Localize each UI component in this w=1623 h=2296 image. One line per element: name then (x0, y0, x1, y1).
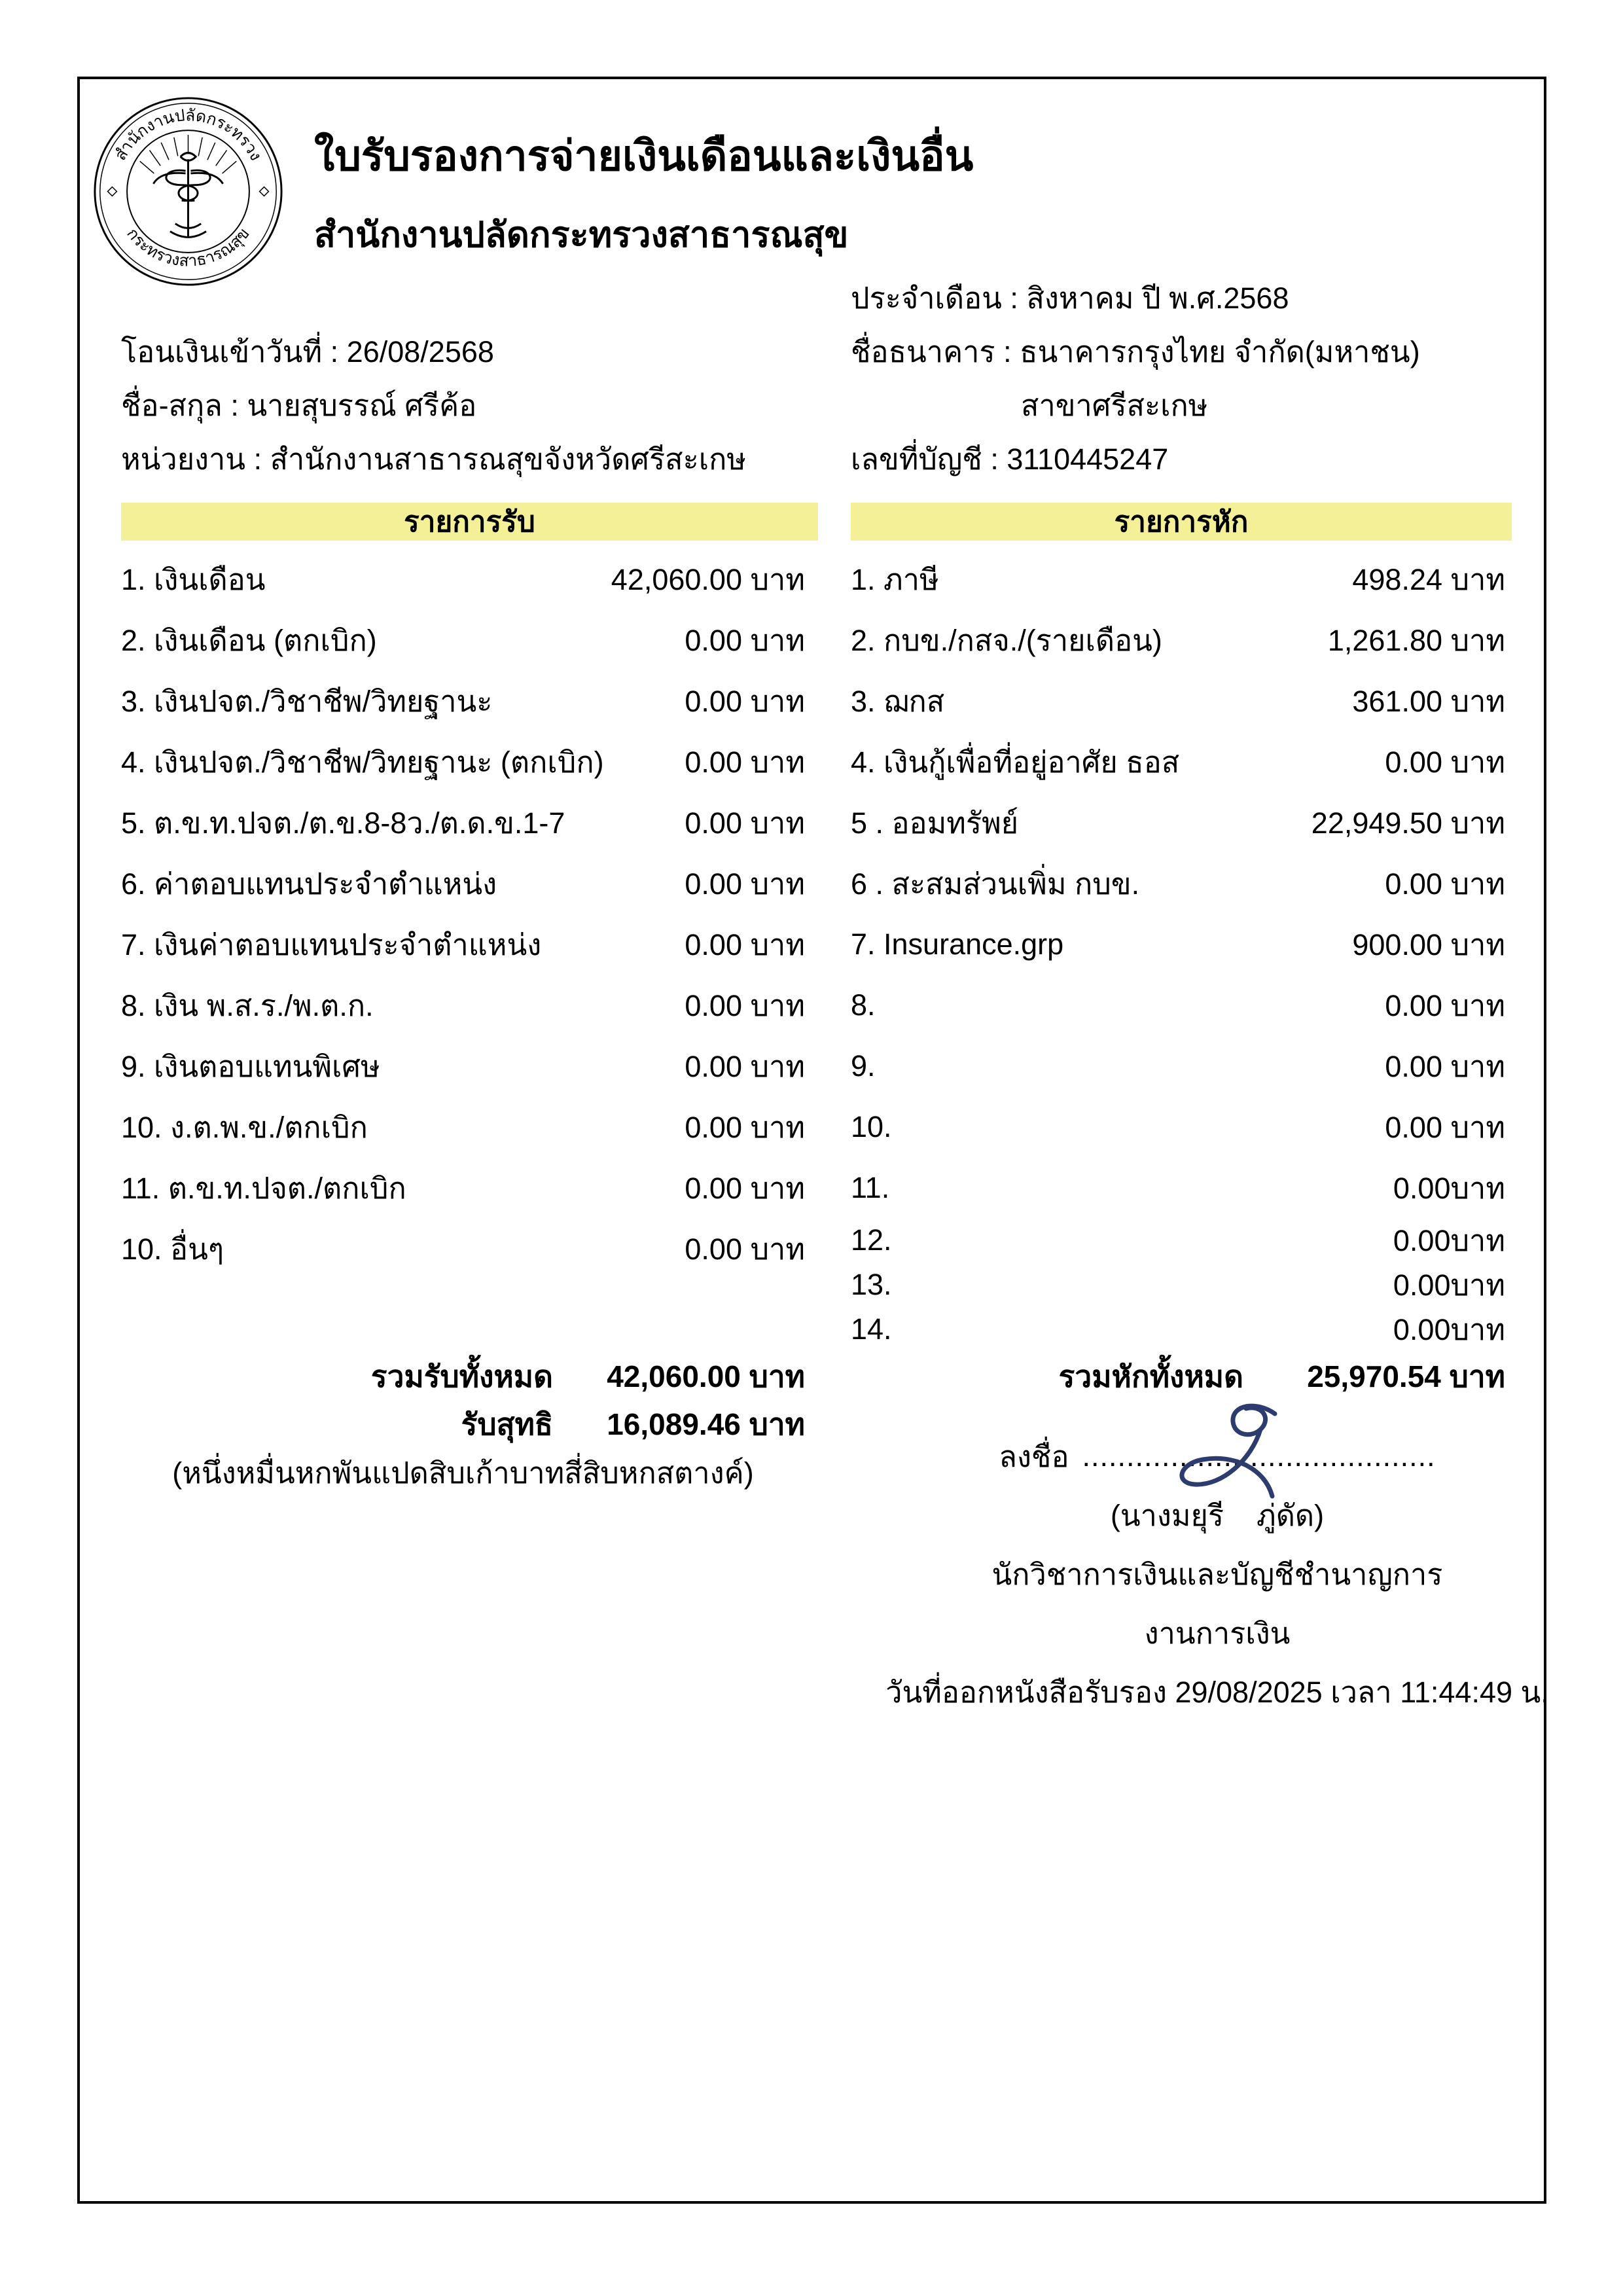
deduction-row (851, 548, 1505, 609)
income-row-label: 1. เงินเดือน (121, 562, 266, 596)
org-name: สำนักงานปลัดกระทรวงสาธารณสุข (314, 215, 849, 255)
signature-label: ลงชื่อ (999, 1440, 1069, 1473)
deduction-row-label: 5 . ออมทรัพย์ (851, 806, 1019, 840)
income-row-amount: 0.00 บาท (685, 867, 805, 901)
deduction-row-label: 12. (851, 1223, 892, 1257)
signer-name: (นางมยุรี ภู่ดัด) (1110, 1499, 1325, 1532)
deduction-row-amount: 0.00 บาท (1385, 867, 1505, 901)
income-row-label: 9. เงินตอบแทนพิเศษ (121, 1049, 380, 1083)
deduction-row (851, 1218, 1505, 1263)
income-row (121, 975, 805, 1035)
income-row (121, 731, 805, 792)
deduction-rows (851, 548, 1505, 1352)
deduction-row (851, 1263, 1505, 1307)
deduction-total-row (851, 1353, 1505, 1401)
income-row-amount: 0.00 บาท (685, 1171, 805, 1205)
seal-bottom-text: กระทรวงสาธารณสุข (123, 224, 253, 270)
issue-date-line: วันที่ออกหนังสือรับรอง 29/08/2025 เวลา 11:44:49 น. (885, 1676, 1549, 1709)
income-row-label: 3. เงินปจต./วิชาชีพ/วิทยฐานะ (121, 684, 493, 718)
income-row-amount: 0.00 บาท (685, 745, 805, 779)
income-row (121, 914, 805, 975)
income-row-label: 8. เงิน พ.ส.ร./พ.ต.ก. (121, 988, 374, 1022)
income-row-amount: 0.00 บาท (685, 927, 805, 961)
deduction-row (851, 609, 1505, 670)
deduction-row-amount: 0.00บาท (1393, 1313, 1505, 1346)
deduction-row-amount: 0.00 บาท (1385, 745, 1505, 779)
income-row (121, 1218, 805, 1279)
income-totals (121, 1353, 805, 1496)
deduction-row (851, 975, 1505, 1035)
deduction-row-label: 6 . สะสมส่วนเพิ่ม กบข. (851, 867, 1140, 901)
net-pay-row (121, 1401, 805, 1448)
signature-line (838, 1427, 1597, 1486)
deduction-row-amount: 0.00บาท (1393, 1268, 1505, 1302)
income-row-amount: 0.00 บาท (685, 684, 805, 718)
signature-block (838, 1427, 1597, 1721)
info-bank-branch: สาขาศรีสะเกษ (1021, 389, 1208, 422)
income-row (121, 1035, 805, 1096)
net-pay-amount: 16,089.46 บาท (607, 1407, 805, 1441)
handwritten-signature (1165, 1399, 1306, 1507)
income-row (121, 609, 805, 670)
signer-position: นักวิชาการเงินและบัญชีชำนาญการ (991, 1558, 1443, 1591)
deduction-row (851, 853, 1505, 914)
deduction-row-amount: 22,949.50 บาท (1311, 806, 1505, 840)
deduction-row (851, 792, 1505, 853)
deduction-row-label: 14. (851, 1312, 892, 1346)
deduction-row-amount: 1,261.80 บาท (1327, 623, 1505, 657)
net-pay-words: (หนึ่งหมื่นหกพันแปดสิบเก้าบาทสี่สิบหกสตางค์) (172, 1456, 754, 1490)
deduction-totals (851, 1353, 1505, 1401)
seal-top-text: สำนักงานปลัดกระทรวง (111, 107, 265, 164)
deduction-row-amount: 900.00 บาท (1352, 927, 1505, 961)
income-row-label: 10. อื่นๆ (121, 1232, 224, 1266)
deduction-row (851, 1307, 1505, 1352)
income-row-label: 6. ค่าตอบแทนประจำตำแหน่ง (121, 867, 497, 901)
deduction-row-amount: 498.24 บาท (1352, 562, 1505, 596)
deduction-row-label: 13. (851, 1268, 892, 1301)
deduction-row-amount: 0.00 บาท (1385, 1110, 1505, 1144)
signer-unit: งานการเงิน (1144, 1617, 1291, 1650)
income-row (121, 853, 805, 914)
deduction-section-header: รายการหัก (851, 503, 1512, 541)
income-row (121, 670, 805, 731)
deduction-row-amount: 0.00 บาท (1385, 1049, 1505, 1083)
deduction-row-amount: 0.00บาท (1393, 1224, 1505, 1257)
income-row (121, 1157, 805, 1218)
info-account-number: เลขที่บัญชี : 3110445247 (851, 442, 1169, 476)
income-row-label: 10. ง.ต.พ.ข./ตกเบิก (121, 1110, 368, 1144)
income-row-label: 7. เงินค่าตอบแทนประจำตำแหน่ง (121, 927, 542, 961)
income-total-label: รวมรับทั้งหมด (370, 1359, 553, 1393)
info-department: หน่วยงาน : สำนักงานสาธารณสุขจังหวัดศรีสะเกษ (121, 442, 747, 476)
deduction-total-amount: 25,970.54 บาท (1307, 1359, 1505, 1393)
income-row (121, 548, 805, 609)
deduction-row (851, 914, 1505, 975)
deduction-row-amount: 0.00บาท (1393, 1171, 1505, 1205)
income-row-label: 5. ต.ข.ท.ปจต./ต.ข.8-8ว./ต.ด.ข.1-7 (121, 806, 565, 840)
deduction-row-label: 4. เงินกู้เพื่อที่อยู่อาศัย ธอส (851, 745, 1180, 779)
income-row-amount: 42,060.00 บาท (611, 562, 805, 596)
income-row-label: 4. เงินปจต./วิชาชีพ/วิทยฐานะ (ตกเบิก) (121, 745, 604, 779)
info-employee-name: ชื่อ-สกุล : นายสุบรรณ์ ศรีค้อ (121, 389, 477, 422)
net-pay-label: รับสุทธิ (461, 1407, 553, 1441)
deduction-row-amount: 0.00 บาท (1385, 988, 1505, 1022)
seal-caduceus (153, 153, 223, 238)
deduction-row-label: 11. (851, 1170, 890, 1204)
deduction-row (851, 731, 1505, 792)
income-row-amount: 0.00 บาท (685, 1232, 805, 1266)
deduction-row-amount: 361.00 บาท (1352, 684, 1505, 718)
deduction-row (851, 1096, 1505, 1157)
income-row-amount: 0.00 บาท (685, 806, 805, 840)
signature-dotted-line: ........................................ (1082, 1439, 1436, 1473)
income-total-row (121, 1353, 805, 1401)
income-row-amount: 0.00 บาท (685, 1110, 805, 1144)
income-row-label: 2. เงินเดือน (ตกเบิก) (121, 623, 377, 657)
deduction-row-label: 3. ฌกส (851, 684, 945, 718)
info-transfer-date: โอนเงินเข้าวันที่ : 26/08/2568 (121, 335, 494, 368)
ministry-seal-icon (92, 95, 285, 288)
info-period: ประจำเดือน : สิงหาคม ปี พ.ศ.2568 (851, 281, 1289, 315)
deduction-row (851, 1035, 1505, 1096)
deduction-row-label: 1. ภาษี (851, 562, 939, 596)
income-row-amount: 0.00 บาท (685, 1049, 805, 1083)
deduction-row-label: 10. (851, 1109, 892, 1143)
deduction-row-label: 9. (851, 1049, 876, 1083)
income-total-amount: 42,060.00 บาท (607, 1359, 805, 1393)
income-row-amount: 0.00 บาท (685, 988, 805, 1022)
income-row (121, 1096, 805, 1157)
deduction-total-label: รวมหักทั้งหมด (1058, 1359, 1243, 1393)
income-row-label: 11. ต.ข.ท.ปจต./ตกเบิก (121, 1171, 406, 1205)
deduction-row-label: 2. กบข./กสจ./(รายเดือน) (851, 623, 1162, 657)
deduction-row (851, 1157, 1505, 1218)
income-rows (121, 548, 805, 1279)
income-row (121, 792, 805, 853)
page-title: ใบรับรองการจ่ายเงินเดือนและเงินอื่น (314, 132, 974, 179)
deduction-row-label: 8. (851, 988, 876, 1022)
deduction-row-label: 7. Insurance.grp (851, 927, 1064, 961)
deduction-row (851, 670, 1505, 731)
info-bank-name: ชื่อธนาคาร : ธนาคารกรุงไทย จำกัด(มหาชน) (851, 335, 1420, 368)
income-section-header: รายการรับ (121, 503, 818, 541)
income-row-amount: 0.00 บาท (685, 623, 805, 657)
